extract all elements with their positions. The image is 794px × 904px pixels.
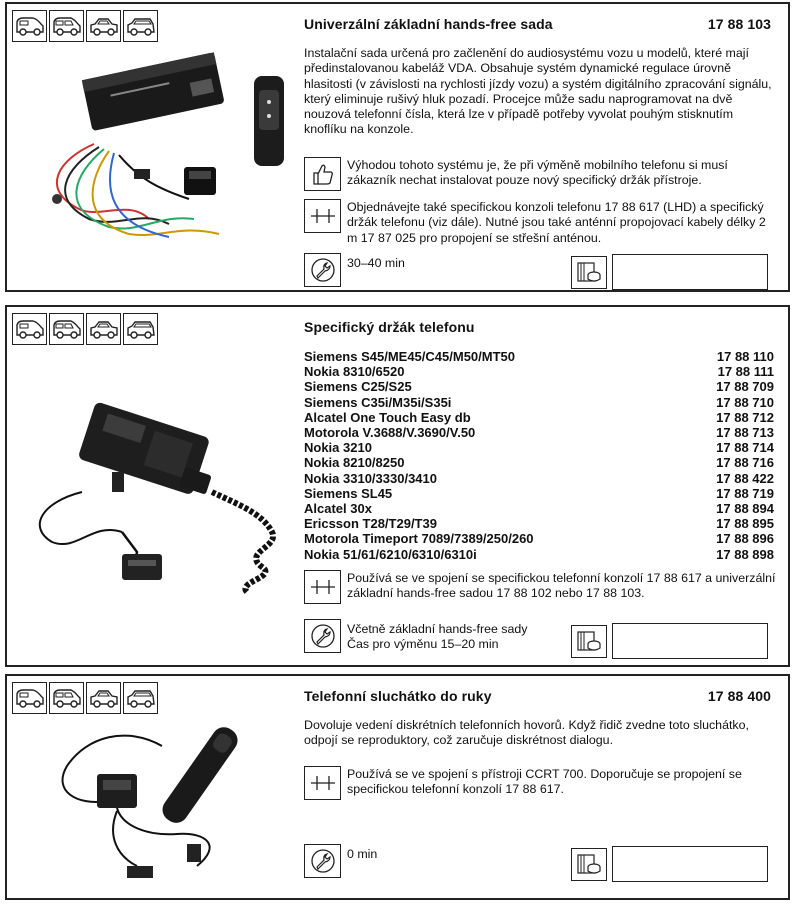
handsfree-kit-photo: [19, 49, 259, 254]
combination-text: Používá se ve spojení se specifickou telefonní konzolí 17 88 617 a univerzální základní hands-free sadou 17 88 102 nebo 17 88 103.: [347, 571, 776, 601]
product-card-handset: [5, 674, 790, 900]
list-item: [304, 410, 774, 425]
list-item: [304, 349, 774, 364]
holder-number: 17 88 894: [716, 501, 774, 517]
phone-holder-photo: [22, 402, 292, 607]
sedan-icon: [86, 313, 121, 345]
holder-number: 17 88 895: [716, 516, 774, 532]
order-book-icon: [571, 256, 607, 289]
list-item: [304, 455, 774, 470]
fitting-time-text: [347, 619, 527, 653]
holder-model: Siemens C25/S25: [304, 379, 412, 395]
list-item: [304, 547, 774, 562]
fitting-time: [304, 619, 527, 653]
hatchback-5door-icon: [49, 682, 84, 714]
product-title: Specifický držák telefonu: [304, 319, 475, 335]
order-field[interactable]: [612, 846, 768, 882]
fitting-time-text: 0 min: [347, 847, 378, 861]
holder-number: 17 88 422: [716, 470, 774, 486]
holder-model: Motorola Timeport 7089/7389/250/260: [304, 531, 534, 547]
part-number: 17 88 400: [707, 688, 771, 704]
holder-model: Nokia 51/61/6210/6310/6310i: [304, 546, 477, 562]
combination-note: [304, 766, 779, 800]
holder-number: 17 88 712: [716, 409, 774, 425]
holder-model: Nokia 8310/6520: [304, 364, 405, 380]
holder-number: 17 88 111: [717, 364, 774, 380]
estate-icon: [123, 313, 158, 345]
fitting-line-2: Čas pro výměnu 15–20 min: [347, 637, 499, 652]
list-item: [304, 440, 774, 455]
fitting-line-1: Včetně základní hands-free sady: [347, 622, 528, 636]
hatchback-3door-icon: [12, 682, 47, 714]
holder-model: Nokia 3310/3330/3410: [304, 470, 437, 486]
product-title: Univerzální základní hands-free sada: [304, 16, 553, 32]
holder-model: Siemens SL45: [304, 485, 393, 501]
car-body-icons: [12, 313, 158, 345]
car-body-icons: [12, 682, 158, 714]
thumbs-up-icon: [304, 157, 341, 191]
holder-model: Motorola V.3688/V.3690/V.50: [304, 425, 476, 441]
product-title-row: [304, 16, 771, 32]
holder-number: 17 88 714: [716, 440, 774, 456]
product-title-row: [304, 319, 771, 335]
advantage-text: Výhodou tohoto systému je, že při výměně mobilního telefonu si musí zákazník nechat instalovat pouze nový specifický držák přístroje.: [347, 158, 728, 188]
combination-note: [304, 199, 779, 246]
hatchback-5door-icon: [49, 313, 84, 345]
list-item: [304, 425, 774, 440]
list-item: [304, 471, 774, 486]
remote-control-photo: [250, 72, 290, 177]
holder-model: Siemens C35i/M35i/S35i: [304, 394, 452, 410]
product-description: Dovoluje vedení diskrétních telefonních hovorů. Když řidič zvedne toto sluchátko, odpojí se reproduktory, což zaručuje diskrétnost dialogu.: [304, 718, 749, 748]
phone-holder-list: [304, 349, 774, 562]
list-item: [304, 486, 774, 501]
sedan-icon: [86, 682, 121, 714]
holder-model: Nokia 3210: [304, 440, 372, 456]
wrench-icon: [304, 619, 341, 653]
plus-plus-icon: [304, 766, 341, 800]
holder-number: 17 88 716: [716, 455, 774, 471]
order-box: [571, 846, 768, 882]
order-book-icon: [571, 848, 607, 881]
holder-number: 17 88 719: [716, 485, 774, 501]
handset-photo: [47, 716, 277, 901]
order-field[interactable]: [612, 623, 768, 659]
fitting-time: [304, 253, 405, 287]
estate-icon: [123, 10, 158, 42]
holder-number: 17 88 898: [716, 546, 774, 562]
product-title-row: [304, 688, 771, 704]
holder-number: 17 88 710: [716, 394, 774, 410]
product-card-phone-holder: [5, 305, 790, 667]
combination-text: Objednávejte také specifickou konzoli telefonu 17 88 617 (LHD) a specifický držák telefonu (viz dále). Nutné jsou také anténní propojovací kabely délky 2 m 17 87 025 pro propojení se střešní anténou.: [347, 200, 766, 245]
holder-model: Siemens S45/ME45/C45/M50/MT50: [304, 349, 515, 364]
car-body-icons: [12, 10, 158, 42]
order-box: [571, 623, 768, 659]
combination-text: Používá se ve spojení s přístroji CCRT 700. Doporučuje se propojení se specifickou telefonní konzolí 17 88 617.: [347, 767, 742, 797]
advantage-note: [304, 157, 779, 191]
holder-model: Alcatel 30x: [304, 501, 372, 517]
holder-model: Alcatel One Touch Easy db: [304, 409, 471, 425]
wrench-icon: [304, 253, 341, 287]
hatchback-3door-icon: [12, 10, 47, 42]
product-title: Telefonní sluchátko do ruky: [304, 688, 492, 704]
holder-model: Ericsson T28/T29/T39: [304, 516, 437, 532]
list-item: [304, 501, 774, 516]
holder-model: Nokia 8210/8250: [304, 455, 405, 471]
plus-plus-icon: [304, 570, 341, 604]
list-item: [304, 516, 774, 531]
order-field[interactable]: [612, 254, 768, 290]
combination-note: [304, 570, 779, 604]
holder-number: 17 88 709: [716, 379, 774, 395]
list-item: [304, 379, 774, 394]
order-box: [571, 254, 768, 290]
holder-number: 17 88 896: [716, 531, 774, 547]
fitting-time-text: 30–40 min: [347, 256, 405, 270]
holder-number: 17 88 713: [716, 425, 774, 441]
hatchback-3door-icon: [12, 313, 47, 345]
list-item: [304, 531, 774, 546]
order-book-icon: [571, 625, 607, 658]
plus-plus-icon: [304, 199, 341, 233]
product-description: Instalační sada určená pro začlenění do audiosystému vozu u modelů, které mají předinstalovanou kabeláž VDA. Obsahuje systém dynamické regulace úrovně hlasitosti (v závislosti na rychlosti jízdy vozu) a systém digitálního zpracování signálu, který eliminuje rušivý hluk pozadí. Procejce může sadu naprogramovat na dvě nouzová telefonní čísla, která lze v případě potřeby vyvolat pouhým stisknutím knoflíku na konzole.: [304, 46, 772, 137]
estate-icon: [123, 682, 158, 714]
hatchback-5door-icon: [49, 10, 84, 42]
wrench-icon: [304, 844, 341, 878]
holder-number: 17 88 110: [716, 349, 774, 364]
list-item: [304, 395, 774, 410]
product-card-handsfree-kit: [5, 2, 790, 292]
list-item: [304, 364, 774, 379]
part-number: 17 88 103: [707, 16, 771, 32]
fitting-time: [304, 844, 377, 878]
sedan-icon: [86, 10, 121, 42]
